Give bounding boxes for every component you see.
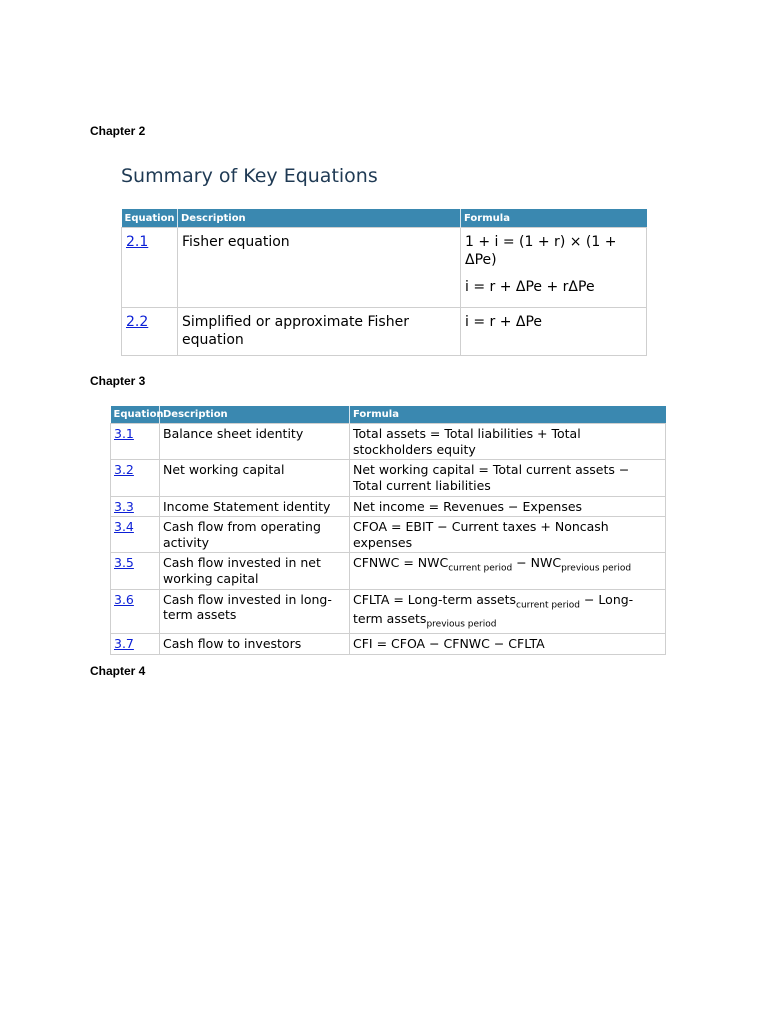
equation-description: Cash flow from operating activity xyxy=(160,517,350,553)
equation-link-3-3[interactable]: 3.3 xyxy=(114,498,134,514)
equation-link-2-2[interactable]: 2.2 xyxy=(126,314,149,330)
table-header-row xyxy=(111,406,666,424)
table-row xyxy=(122,228,647,308)
equation-formula: CFOA = EBIT − Current taxes + Noncash expenses xyxy=(350,517,666,553)
chapter-3-heading: Chapter 3 xyxy=(90,374,146,388)
formula-subscript: previous period xyxy=(426,619,497,630)
equation-formula xyxy=(350,589,666,634)
equation-description: Simplified or approximate Fisher equation xyxy=(178,308,461,356)
equation-link-3-1[interactable]: 3.1 xyxy=(114,426,134,441)
equation-description: Balance sheet identity xyxy=(160,424,350,460)
equation-formula xyxy=(350,553,666,589)
equation-link-3-2[interactable]: 3.2 xyxy=(114,462,134,478)
header-formula: Formula xyxy=(350,406,666,424)
equation-formula xyxy=(461,228,647,308)
equation-link-2-1[interactable]: 2.1 xyxy=(126,234,149,250)
formula-subscript: current period xyxy=(448,563,513,574)
chapter-4-heading: Chapter 4 xyxy=(90,664,146,678)
table-row xyxy=(111,589,666,634)
formula-line: 1 + i = (1 + r) × (1 + ΔPe) xyxy=(465,234,617,268)
header-formula: Formula xyxy=(461,209,647,228)
equation-formula: Total assets = Total liabilities + Total stockholders equity xyxy=(350,424,666,460)
equation-formula: i = r + ΔPe xyxy=(461,308,647,356)
chapter-2-heading: Chapter 2 xyxy=(90,124,146,138)
equation-link-3-6[interactable]: 3.6 xyxy=(114,591,134,607)
formula-subscript: current period xyxy=(516,600,581,611)
formula-text: − Long-term assets xyxy=(353,591,634,627)
formula-text: − NWC xyxy=(512,555,562,571)
table-header-row xyxy=(122,209,647,228)
table-row xyxy=(111,496,666,517)
header-equation: Equation xyxy=(111,406,160,424)
header-equation: Equation xyxy=(122,209,178,228)
table-row xyxy=(122,308,647,356)
formula-subscript: previous period xyxy=(561,563,632,574)
equation-formula: CFI = CFOA − CFNWC − CFLTA xyxy=(350,634,666,655)
table-row xyxy=(111,517,666,553)
equation-formula: Net income = Revenues − Expenses xyxy=(350,496,666,517)
equation-description: Income Statement identity xyxy=(160,496,350,517)
equation-description: Cash flow invested in long-term assets xyxy=(160,589,350,634)
equation-link-3-7[interactable]: 3.7 xyxy=(114,636,134,652)
table-row xyxy=(111,553,666,589)
equation-description: Cash flow invested in net working capital xyxy=(160,553,350,589)
table-row xyxy=(111,460,666,496)
summary-title: Summary of Key Equations xyxy=(121,165,378,187)
header-description: Description xyxy=(160,406,350,424)
equation-description: Cash flow to investors xyxy=(160,634,350,655)
formula-line: i = r + ΔPe + rΔPe xyxy=(465,279,595,295)
chapter-3-equations-table xyxy=(110,406,666,655)
equation-description: Fisher equation xyxy=(178,228,461,308)
equation-formula: Net working capital = Total current assets − Total current liabilities xyxy=(350,460,666,496)
equation-link-3-5[interactable]: 3.5 xyxy=(114,555,134,571)
table-row xyxy=(111,634,666,655)
header-description: Description xyxy=(178,209,461,228)
chapter-2-equations-table xyxy=(121,209,647,356)
formula-text: CFLTA = Long-term assets xyxy=(353,591,517,607)
equation-link-3-4[interactable]: 3.4 xyxy=(114,519,134,535)
equation-description: Net working capital xyxy=(160,460,350,496)
table-row xyxy=(111,424,666,460)
formula-text: CFNWC = NWC xyxy=(353,555,449,571)
